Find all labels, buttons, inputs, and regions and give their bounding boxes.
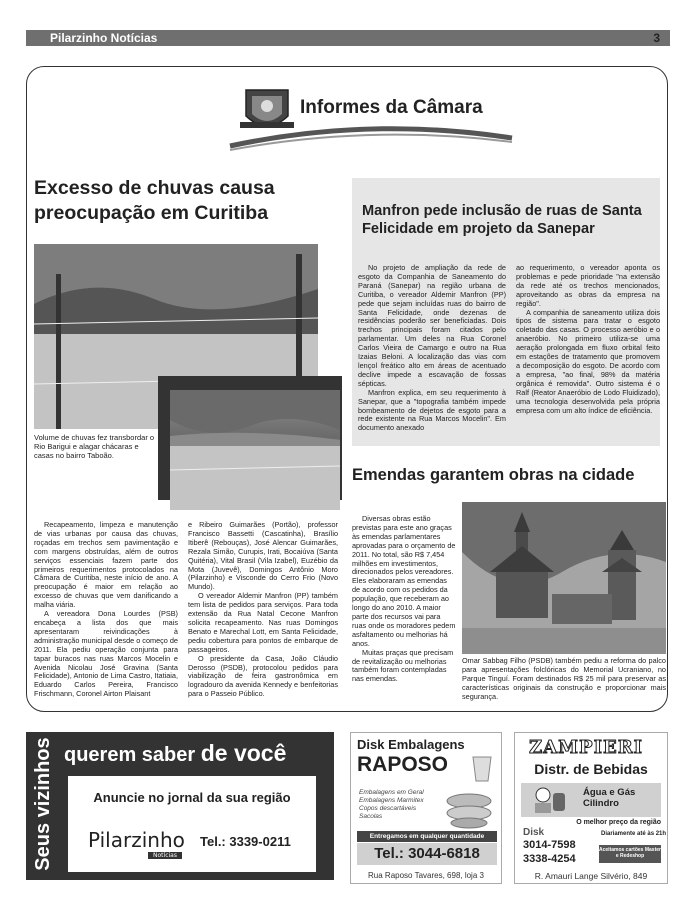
ad-zampieri[interactable] bbox=[514, 732, 668, 884]
ad-zampieri-phone-2: 3338-4254 bbox=[523, 853, 576, 865]
article3-body bbox=[352, 515, 456, 684]
article2-column-1 bbox=[358, 264, 506, 433]
ad-raposo-line1: Disk Embalagens bbox=[357, 737, 465, 752]
gas-delivery-icon bbox=[529, 785, 569, 815]
article3-headline: Emendas garantem obras na cidade bbox=[352, 466, 635, 484]
ad-headline bbox=[64, 740, 286, 767]
ad-line: Anuncie no jornal da sua região bbox=[93, 790, 291, 805]
paragraph: A companhia de saneamento utiliza dois tipos de sistema para tratar o esgoto coletado das casas. O processo aeróbio e o anaeróbio. No primeiro utiliza-se uma aeração prolongada em fluxo orbital feito em estações de tratamento que promovem a decomposição do esgoto. De acordo com a empresa, "ao final, 98% da matéria orgânica é removida". Outro sistema é o Ralf (Reator Anaeróbio de Lodo Fluidizado), uma tecnologia desenvolvida pela própria empresa com um alto índice de eficiência. bbox=[516, 307, 660, 415]
paragraph: e Ribeiro Guimarães (Portão), professor Francisco Bassetti (Cascatinha), Brasílio Itiberê (Rebouças), José Alencar Guimarães, Rezala Simão, Curupis, Irati, Bocaiúva (Santa Quitéria), Vital Brasil (Vila Izabel), Euzébio da Mota (Juvevê), Domingos Antônio Moro (Pilarzinho) e Visconde do Cerro Frio (Novo Mundo). bbox=[188, 520, 338, 592]
ad-raposo-phone: Tel.: 3044-6818 bbox=[357, 843, 497, 865]
list-item: Sacolas bbox=[359, 813, 383, 820]
paragraph: Muitas praças que precisam de revitalização ou melhorias também foram contempladas nas emendas. bbox=[352, 647, 454, 684]
section-title: Pilarzinho Notícias bbox=[50, 31, 158, 45]
ad-zampieri-disk: Disk bbox=[523, 827, 545, 838]
ad-zampieri-phone-1: 3014-7598 bbox=[523, 839, 576, 851]
article1-column-2 bbox=[188, 521, 338, 699]
article2-headline: Manfron pede inclusão de ruas de Santa Felicidade em projeto da Sanepar bbox=[362, 203, 642, 237]
ad-zampieri-hours: Diariamente até às 21h bbox=[601, 831, 667, 837]
paragraph: A vereadora Dona Lourdes (PSB) encabeça a lista dos que mais apresentaram reivindicações à administração municipal desde o começo de 2011. Ela pediu operação conjunta para tapar buracos nas ruas Marcos Mocelin e Avenida Nicolau José Gravina (Santa Felicidade), Antonio de Lima Castro, Itatiaia, Eduardo Carlos Pereira, Francisco Frischmann, Coronel Airton Plaisant bbox=[34, 609, 178, 699]
ad-inner-panel bbox=[68, 776, 316, 872]
paragraph: No projeto de ampliação da rede de esgoto da Companhia de Saneamento do Paraná (Sanepar) na região urbana de Curitiba, o vereador Aldemir Manfron (PP) pede que sejam incluídas ruas do bairro de Santa Felicidade, onde dezenas de residências poderão ser beneficiadas. Dois trechos principais foram citados pelo parlamentar. Um deles na Rua Coronel Carlos Vieira de Camargo e outro na Rua Izaias Beloni. A localização das vias com lençol freático alto em áreas de acentuado declive impede a escavação de fossas sépticas. bbox=[358, 263, 506, 388]
page-header-bar bbox=[26, 30, 670, 46]
article2-column-2 bbox=[516, 264, 660, 415]
ad-raposo-list bbox=[359, 789, 424, 821]
flood-photo-caption: Volume de chuvas fez transbordar o Rio Barigui e alagar chácaras e casas no bairro Taboão. bbox=[34, 433, 155, 460]
ad-zampieri-agua-box bbox=[521, 783, 661, 817]
memorial-photo bbox=[462, 502, 666, 654]
paragraph: ao requerimento, o vereador aponta os problemas e pede prioridade "na extensão da rede até os trechos mencionados, aproveitando as obras da empresa na região". bbox=[516, 263, 660, 308]
ad-raposo-name: RAPOSO bbox=[357, 753, 449, 776]
pilarzinho-logo bbox=[88, 828, 185, 859]
packaging-icon bbox=[441, 789, 497, 829]
flood-photo-2-image bbox=[170, 390, 340, 510]
ad-zampieri-distr: Distr. de Bebidas bbox=[534, 761, 648, 777]
ad-zampieri-cards: Aceitamos cartões Master e Redeshop bbox=[599, 845, 661, 863]
ad-phone: Tel.: 3339-0211 bbox=[200, 834, 291, 849]
ad-zampieri-brand: ZAMPIERI bbox=[529, 737, 644, 758]
list-item: Embalagens Marmitex bbox=[359, 797, 424, 804]
city-seal-icon bbox=[236, 82, 298, 138]
ad-vertical-text: Seus vizinhos bbox=[32, 737, 54, 871]
ad-seus-vizinhos[interactable] bbox=[26, 732, 334, 880]
list-item: Copos descartáveis bbox=[359, 805, 417, 812]
article1-headline: Excesso de chuvas causa preocupação em Curitiba bbox=[34, 177, 275, 224]
ad-zampieri-address: R. Amauri Lange Silvério, 849 bbox=[534, 871, 648, 881]
flood-photo-2 bbox=[170, 390, 340, 510]
memorial-photo-image bbox=[462, 502, 666, 654]
paragraph: Diversas obras estão previstas para este ano graças às emendas parlamentares aprovadas para o orçamento de 2011. No total, são R$ 7,454 milhões em investimentos, direcionados pelos vereadores. Eles elaboraram as emendas de acordo com os pedidos da população, que receberam ao longo do ano 2010. A maior parte dos recursos vai para ruas onde os moradores pedem asfaltamento ou melhorias há anos. bbox=[352, 514, 456, 648]
paragraph: Recapeamento, limpeza e manutenção de vias urbanas por causa das chuvas, roçadas em trechos sem pavimentação e com margens obstruídas, além de outros serviços essenciais fazem parte dos primeiros requerimentos protocolados na Câmara de Curitiba, neste início de ano. A preocupação é maior em relação ao excesso de chuvas que vem danificando a malha viária. bbox=[34, 520, 178, 610]
paragraph: Manfron explica, em seu requerimento à Sanepar, que a "topografia também impede bombeamento de dejetos de esgoto para a rede existente na Rua Marcos Mocelin". Em documento anexado bbox=[358, 387, 506, 433]
memorial-photo-caption: Omar Sabbag Filho (PSDB) também pediu a reforma do palco para apresentações folclóricas do Memorial Ucraniano, no Parque Tinguí. Foram destinados R$ 25 mil para preservar as características originais da construção e proporcionar mais segurança. bbox=[462, 656, 666, 701]
ad-headline-part2: de você bbox=[200, 740, 287, 766]
article1-column-1 bbox=[34, 521, 178, 699]
banner-title: Informes da Câmara bbox=[300, 97, 483, 118]
ad-zampieri-slogan: O melhor preço da região bbox=[576, 819, 661, 826]
ad-raposo-address: Rua Raposo Tavares, 698, loja 3 bbox=[368, 871, 484, 880]
list-item: Embalagens em Geral bbox=[359, 789, 424, 796]
paragraph: O presidente da Casa, João Cláudio Derosso (PSDB), protocolou pedidos para viabilização de feira gastronômica em logradouro da avenida Kennedy e benfeitorias para o Passeio Público. bbox=[188, 653, 338, 699]
ad-headline-part1: querem saber bbox=[64, 744, 196, 766]
ad-zampieri-agua: Água e Gás Cilindro bbox=[583, 787, 636, 809]
cup-icon bbox=[467, 753, 497, 783]
ad-raposo[interactable] bbox=[350, 732, 502, 884]
ad-raposo-bar: Entregamos em qualquer quantidade bbox=[357, 831, 497, 842]
page-number: 3 bbox=[653, 31, 660, 45]
logo-sub: Notícias bbox=[148, 852, 182, 859]
paragraph: O vereador Aldemir Manfron (PP) também tem lista de pedidos para serviços. Para toda extensão da Rua Natal Cecone Manfron solicita recapeamento. Nas ruas Domingos Benato e Marechal Lott, em Santa Felicidade, pediu cobertura para pontos de embarque de passageiros. bbox=[188, 591, 338, 654]
logo-text: Pilarzinho bbox=[88, 828, 185, 852]
